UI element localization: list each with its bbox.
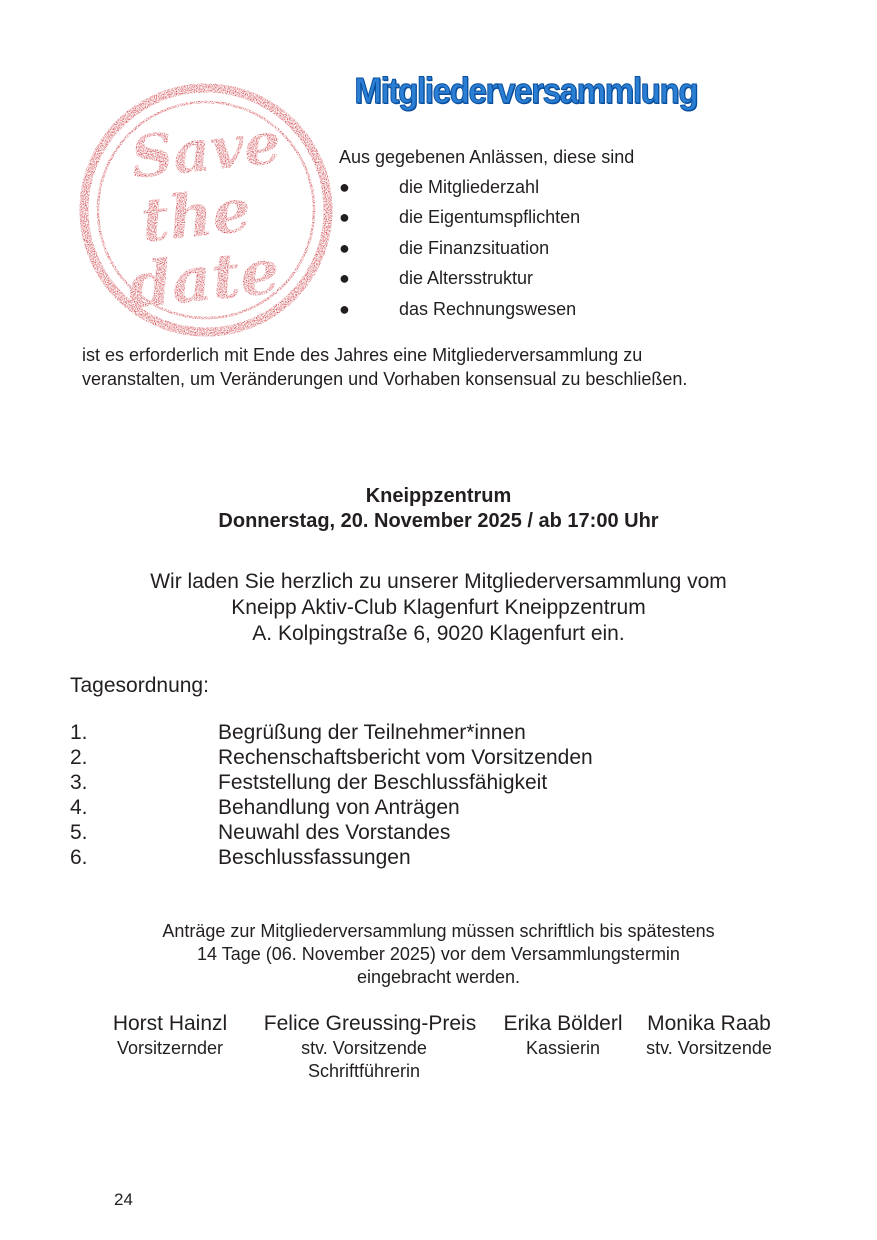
bullet-text: die Finanzsituation xyxy=(399,238,550,258)
agenda-item xyxy=(70,795,770,820)
agenda-number: 6. xyxy=(70,846,88,869)
agenda-text: Beschlussfassungen xyxy=(218,846,411,869)
save-the-date-stamp xyxy=(72,78,340,342)
agenda-text: Behandlung von Anträgen xyxy=(218,796,460,819)
event-datetime: Donnerstag, 20. November 2025 / ab 17:00 Uhr xyxy=(218,510,659,532)
bullet-text: die Altersstruktur xyxy=(399,268,534,288)
page-title: Mitgliederversammlung xyxy=(354,70,698,111)
bullet-icon: ● xyxy=(339,299,350,319)
bullet-icon: ● xyxy=(339,177,350,197)
bullet-icon: ● xyxy=(339,207,350,227)
signatory-name: Erika Bölderl xyxy=(503,1012,623,1035)
intro-text: Aus gegebenen Anlässen, diese sind xyxy=(339,147,635,167)
agenda-item xyxy=(70,820,770,845)
signatory-role: stv. Vorsitzende xyxy=(646,1038,772,1058)
agenda-text: Neuwahl des Vorstandes xyxy=(218,821,451,844)
signature-block xyxy=(634,1011,784,1060)
signatory-name: Monika Raab xyxy=(647,1012,771,1035)
invitation-line: Kneipp Aktiv-Club Klagenfurt Kneippzentrum xyxy=(231,596,646,619)
signature-block xyxy=(250,1011,490,1083)
page-number: 24 xyxy=(114,1190,133,1209)
signatory-name: Horst Hainzl xyxy=(112,1012,228,1035)
bullet-icon: ● xyxy=(339,238,350,258)
signature-block xyxy=(100,1011,240,1060)
bullet-text: das Rechnungswesen xyxy=(399,299,577,319)
conclusion-text xyxy=(82,343,687,391)
signatory-role-secondary: Schriftführerin xyxy=(307,1061,421,1081)
agenda-number: 2. xyxy=(70,746,88,769)
signature-block xyxy=(493,1011,633,1060)
stamp-word-save: Save xyxy=(127,108,285,192)
signatory-name: Felice Greussing-Preis xyxy=(263,1012,477,1035)
bullet-text: die Mitgliederzahl xyxy=(399,177,540,197)
agenda-number: 5. xyxy=(70,821,88,844)
stamp-word-the: the xyxy=(137,175,255,257)
bullet-text: die Eigentumspflichten xyxy=(399,207,581,227)
agenda-text: Rechenschaftsbericht vom Vorsitzenden xyxy=(218,746,593,769)
agenda-item xyxy=(70,745,770,770)
signatory-role: Kassierin xyxy=(525,1038,601,1058)
stamp-word-date: date xyxy=(124,234,283,323)
signatory-role: stv. Vorsitzende xyxy=(301,1038,427,1058)
conclusion-line: veranstalten, um Veränderungen und Vorhaben konsensual zu beschließen. xyxy=(82,369,688,389)
bullet-icon: ● xyxy=(339,268,350,288)
invitation-line: A. Kolpingstraße 6, 9020 Klagenfurt ein. xyxy=(252,622,625,645)
agenda-item xyxy=(70,770,770,795)
agenda-text: Feststellung der Beschlussfähigkeit xyxy=(218,771,548,794)
agenda-text: Begrüßung der Teilnehmer*innen xyxy=(218,721,526,744)
deadline-note-line: Anträge zur Mitgliederversammlung müssen schriftlich bis spätestens xyxy=(162,921,715,941)
agenda-item xyxy=(70,720,770,745)
agenda-title: Tagesordnung: xyxy=(70,674,209,697)
conclusion-line: ist es erforderlich mit Ende des Jahres eine Mitgliederversammlung zu xyxy=(82,345,643,365)
agenda-number: 4. xyxy=(70,796,88,819)
deadline-note-line: 14 Tage (06. November 2025) vor dem Versammlungstermin xyxy=(197,944,680,964)
stamp-graphic xyxy=(72,78,340,342)
event-venue: Kneippzentrum xyxy=(365,485,512,507)
signatory-role: Vorsitzernder xyxy=(116,1038,224,1058)
deadline-note-line: eingebracht werden. xyxy=(356,967,521,987)
invitation-line: Wir laden Sie herzlich zu unserer Mitgliederversammlung vom xyxy=(150,570,727,593)
agenda-number: 1. xyxy=(70,721,88,744)
agenda-item xyxy=(70,845,770,870)
agenda-number: 3. xyxy=(70,771,88,794)
